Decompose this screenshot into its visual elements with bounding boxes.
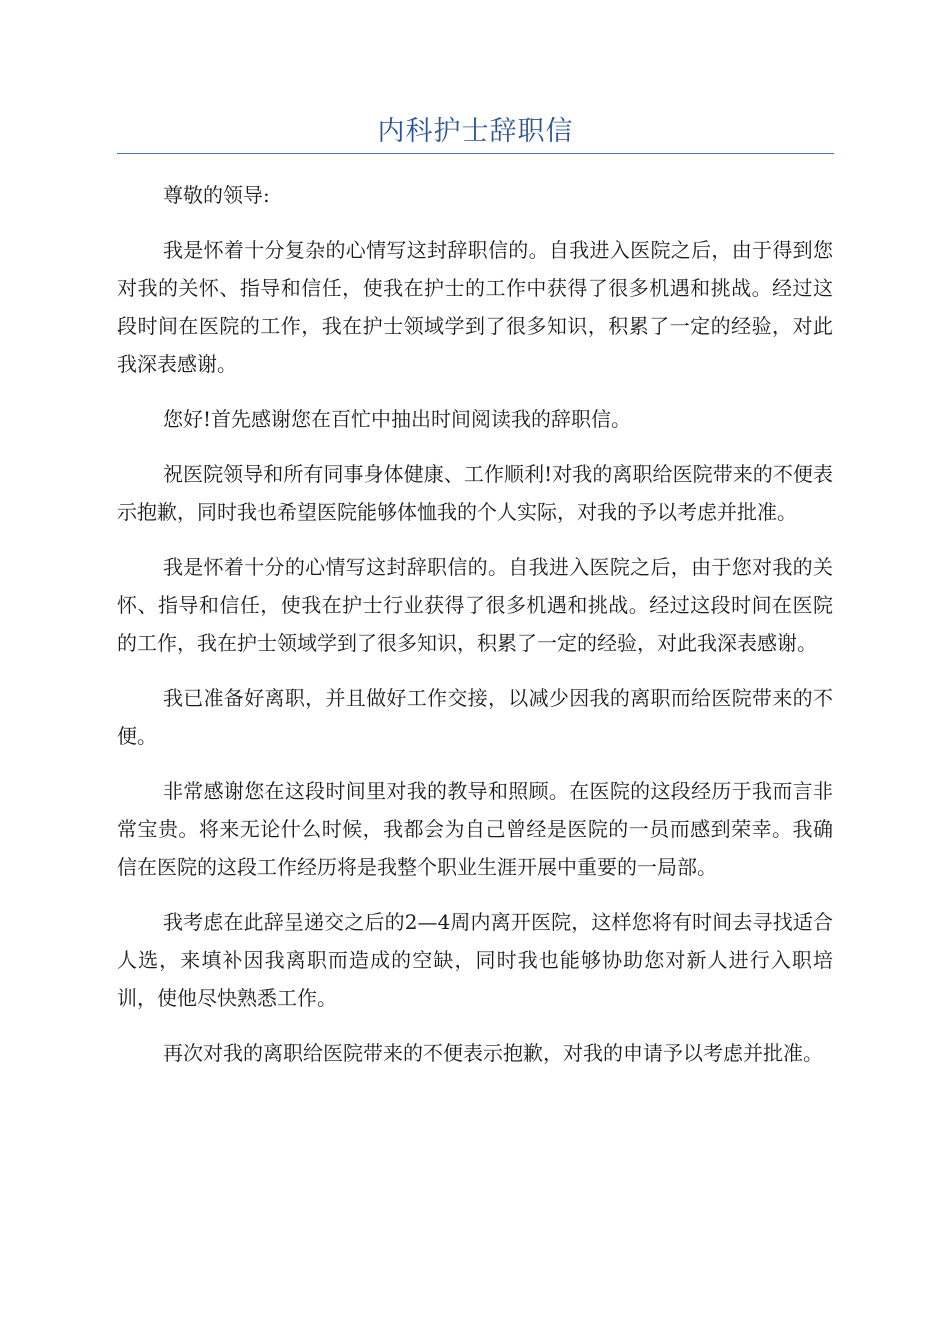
paragraph: 非常感谢您在这段时间里对我的教导和照顾。在医院的这段经历于我而言非常宝贵。将来无论什么时候，我都会为自己曾经是医院的一员而感到荣幸。我确信在医院的这段工作经历将是我整个职业生涯开展中重要的一局部。: [117, 779, 833, 879]
document-body: [117, 176, 833, 1089]
paragraph: 我是怀着十分的心情写这封辞职信的。自我进入医院之后，由于您对我的关怀、指导和信任，使我在护士行业获得了很多机遇和挑战。经过这段时间在医院的工作，我在护士领域学到了很多知识，积累了一定的经验，对此我深表感谢。: [117, 555, 833, 655]
paragraph: 我已准备好离职，并且做好工作交接，以减少因我的离职而给医院带来的不便。: [117, 686, 833, 748]
salutation: 尊敬的领导:: [163, 183, 270, 207]
paragraph: 我是怀着十分复杂的心情写这封辞职信的。自我进入医院之后，由于得到您对我的关怀、指导和信任，使我在护士的工作中获得了很多机遇和挑战。经过这段时间在医院的工作，我在护士领域学到了很多知识，积累了一定的经验，对此我深表感谢。: [117, 238, 833, 376]
paragraph: 我考虑在此辞呈递交之后的2—4周内离开医院，这样您将有时间去寻找适合人选，来填补因我离职而造成的空缺，同时我也能够协助您对新人进行入职培训，使他尽快熟悉工作。: [117, 910, 833, 1010]
title-underline: [117, 153, 834, 154]
paragraph: 您好!首先感谢您在百忙中抽出时间阅读我的辞职信。: [163, 407, 632, 431]
paragraph: 祝医院领导和所有同事身体健康、工作顺利!对我的离职给医院带来的不便表示抱歉，同时我也希望医院能够体恤我的个人实际，对我的予以考虑并批准。: [117, 462, 833, 524]
document-title: 内科护士辞职信: [377, 116, 574, 147]
paragraph: 再次对我的离职给医院带来的不便表示抱歉，对我的申请予以考虑并批准。: [163, 1041, 823, 1065]
